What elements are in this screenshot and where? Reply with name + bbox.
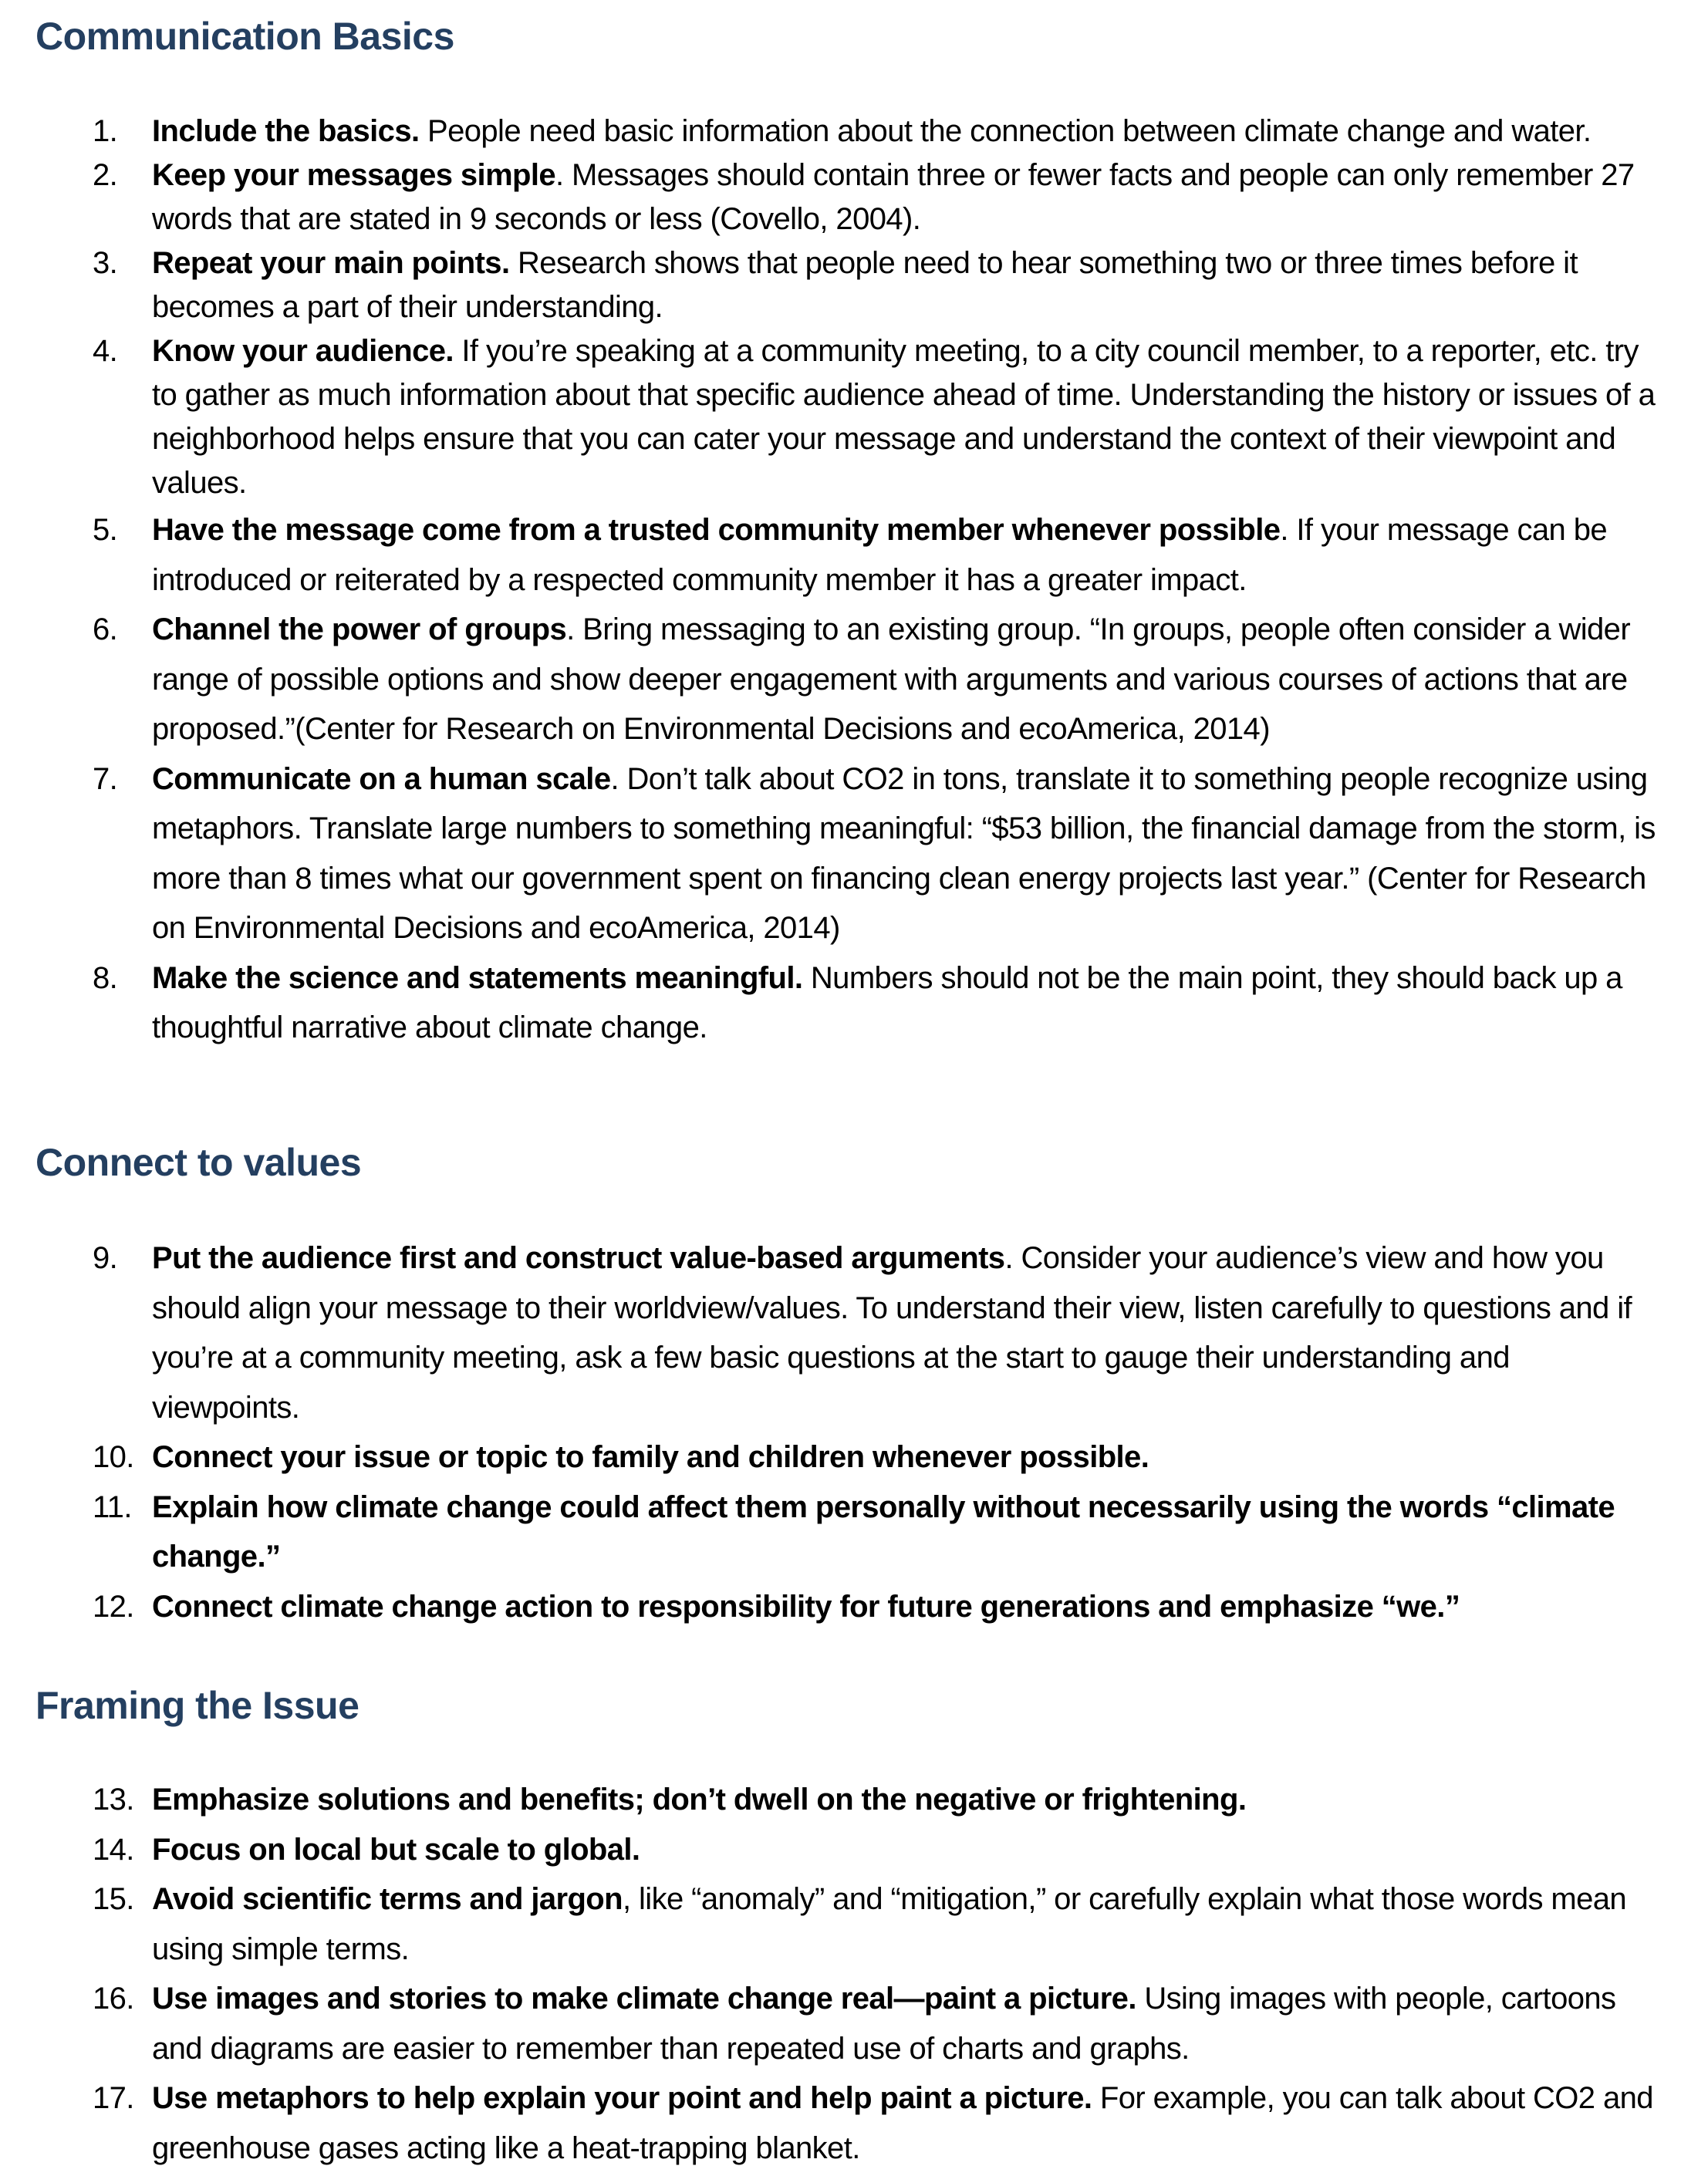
item-body: Research shows that people need to hear something two or three times before it becomes a part of their understanding.	[152, 246, 1578, 324]
item-lead: Use images and stories to make climate change real—paint a picture.	[152, 1982, 1136, 2016]
item-lead: Explain how climate change could affect them personally without necessarily using the words “climate change.”	[152, 1489, 1615, 1574]
item-lead: Make the science and statements meaningful.	[152, 960, 803, 995]
item-number: 5.	[93, 513, 118, 547]
item-lead: Repeat your main points.	[152, 246, 510, 280]
item-number: 8.	[93, 960, 118, 995]
list-item	[0, 329, 1708, 505]
list-item	[0, 1974, 1708, 2073]
item-number: 11.	[93, 1489, 132, 1524]
list-item	[0, 605, 1708, 754]
item-number: 4.	[93, 334, 118, 368]
list-item	[0, 1483, 1708, 1582]
item-lead: Connect climate change action to responsibility for future generations and emphasize “we.”	[152, 1589, 1460, 1624]
item-body: People need basic information about the connection between climate change and water.	[419, 114, 1592, 148]
communication-basics-list	[0, 110, 1708, 1053]
item-number: 1.	[93, 114, 118, 148]
item-body: Numbers should not be the main point, they should back up a thoughtful narrative about climate change.	[152, 960, 1622, 1044]
item-number: 12.	[93, 1589, 134, 1624]
item-number: 9.	[93, 1241, 118, 1275]
item-body: . If your message can be introduced or reiterated by a respected community member it has a greater impact.	[152, 513, 1607, 597]
item-lead: Communicate on a human scale	[152, 761, 611, 796]
list-item	[0, 1775, 1708, 1825]
list-item	[0, 754, 1708, 953]
item-lead: Use metaphors to help explain your point and help paint a picture.	[152, 2081, 1092, 2115]
item-lead: Focus on local but scale to global.	[152, 1832, 640, 1867]
list-item	[0, 241, 1708, 329]
section-heading-framing-the-issue: Framing the Issue	[35, 1684, 359, 1727]
list-item	[0, 110, 1708, 154]
list-item	[0, 1825, 1708, 1875]
connect-to-values-list	[0, 1233, 1708, 1631]
item-number: 3.	[93, 246, 118, 280]
section-heading-communication-basics: Communication Basics	[35, 15, 454, 58]
list-item	[0, 953, 1708, 1053]
item-number: 6.	[93, 612, 118, 646]
item-number: 13.	[93, 1783, 134, 1817]
item-body: For example, you can talk about CO2 and greenhouse gases acting like a heat-trapping blanket.	[152, 2081, 1653, 2165]
item-lead: Have the message come from a trusted community member whenever possible	[152, 513, 1281, 547]
list-item	[0, 2073, 1708, 2173]
list-item	[0, 1874, 1708, 1974]
item-body: If you’re speaking at a community meeting, to a city council member, to a reporter, etc. try to gather as much information about that specific audience ahead of time. Understanding the history or issues of a neighborhood helps ensure that you can cater your message and understand the context of their viewpoint and values.	[152, 334, 1656, 500]
item-body: . Consider your audience’s view and how you should align your message to their worldview/values. To understand their view, listen carefully to questions and if you’re at a community meeting, ask a few basic questions at the start to gauge their understanding and viewpoints.	[152, 1241, 1632, 1425]
item-number: 7.	[93, 761, 118, 796]
item-body: . Bring messaging to an existing group. “In groups, people often consider a wider range of possible options and show deeper engagement with arguments and various courses of actions that are proposed.”(Center for Research on Environmental Decisions and ecoAmerica, 2014)	[152, 612, 1631, 746]
item-number: 2.	[93, 158, 118, 192]
list-item	[0, 505, 1708, 605]
item-lead: Avoid scientific terms and jargon	[152, 1882, 623, 1916]
item-number: 14.	[93, 1832, 134, 1867]
item-number: 16.	[93, 1982, 134, 2016]
item-number: 15.	[93, 1882, 134, 1916]
item-lead: Include the basics.	[152, 114, 420, 148]
item-lead: Know your audience.	[152, 334, 454, 368]
list-item	[0, 154, 1708, 241]
framing-the-issue-list	[0, 1775, 1708, 2173]
list-item	[0, 1432, 1708, 1483]
item-lead: Keep your messages simple	[152, 158, 556, 192]
item-body: . Messages should contain three or fewer facts and people can only remember 27 words that are stated in 9 seconds or less (Covello, 2004).	[152, 158, 1635, 236]
item-body: . Don’t talk about CO2 in tons, translate it to something people recognize using metaphors. Translate large numbers to something meaningful: “$53 billion, the financial damage from the storm, is more than 8 times what our government spent on financing clean energy projects last year.” (Center for Research on Environmental Decisions and ecoAmerica, 2014)	[152, 761, 1656, 945]
item-lead: Channel the power of groups	[152, 612, 567, 646]
item-lead: Connect your issue or topic to family and children whenever possible.	[152, 1440, 1149, 1474]
item-lead: Emphasize solutions and benefits; don’t dwell on the negative or frightening.	[152, 1783, 1247, 1817]
item-number: 17.	[93, 2081, 134, 2115]
section-heading-connect-to-values: Connect to values	[35, 1141, 362, 1184]
list-item	[0, 1582, 1708, 1632]
list-item	[0, 1233, 1708, 1432]
item-number: 10.	[93, 1440, 134, 1474]
item-lead: Put the audience first and construct value-based arguments	[152, 1241, 1005, 1275]
item-body: , like “anomaly” and “mitigation,” or carefully explain what those words mean using simple terms.	[152, 1882, 1627, 1966]
item-body: Using images with people, cartoons and diagrams are easier to remember than repeated use of charts and graphs.	[152, 1982, 1616, 2066]
